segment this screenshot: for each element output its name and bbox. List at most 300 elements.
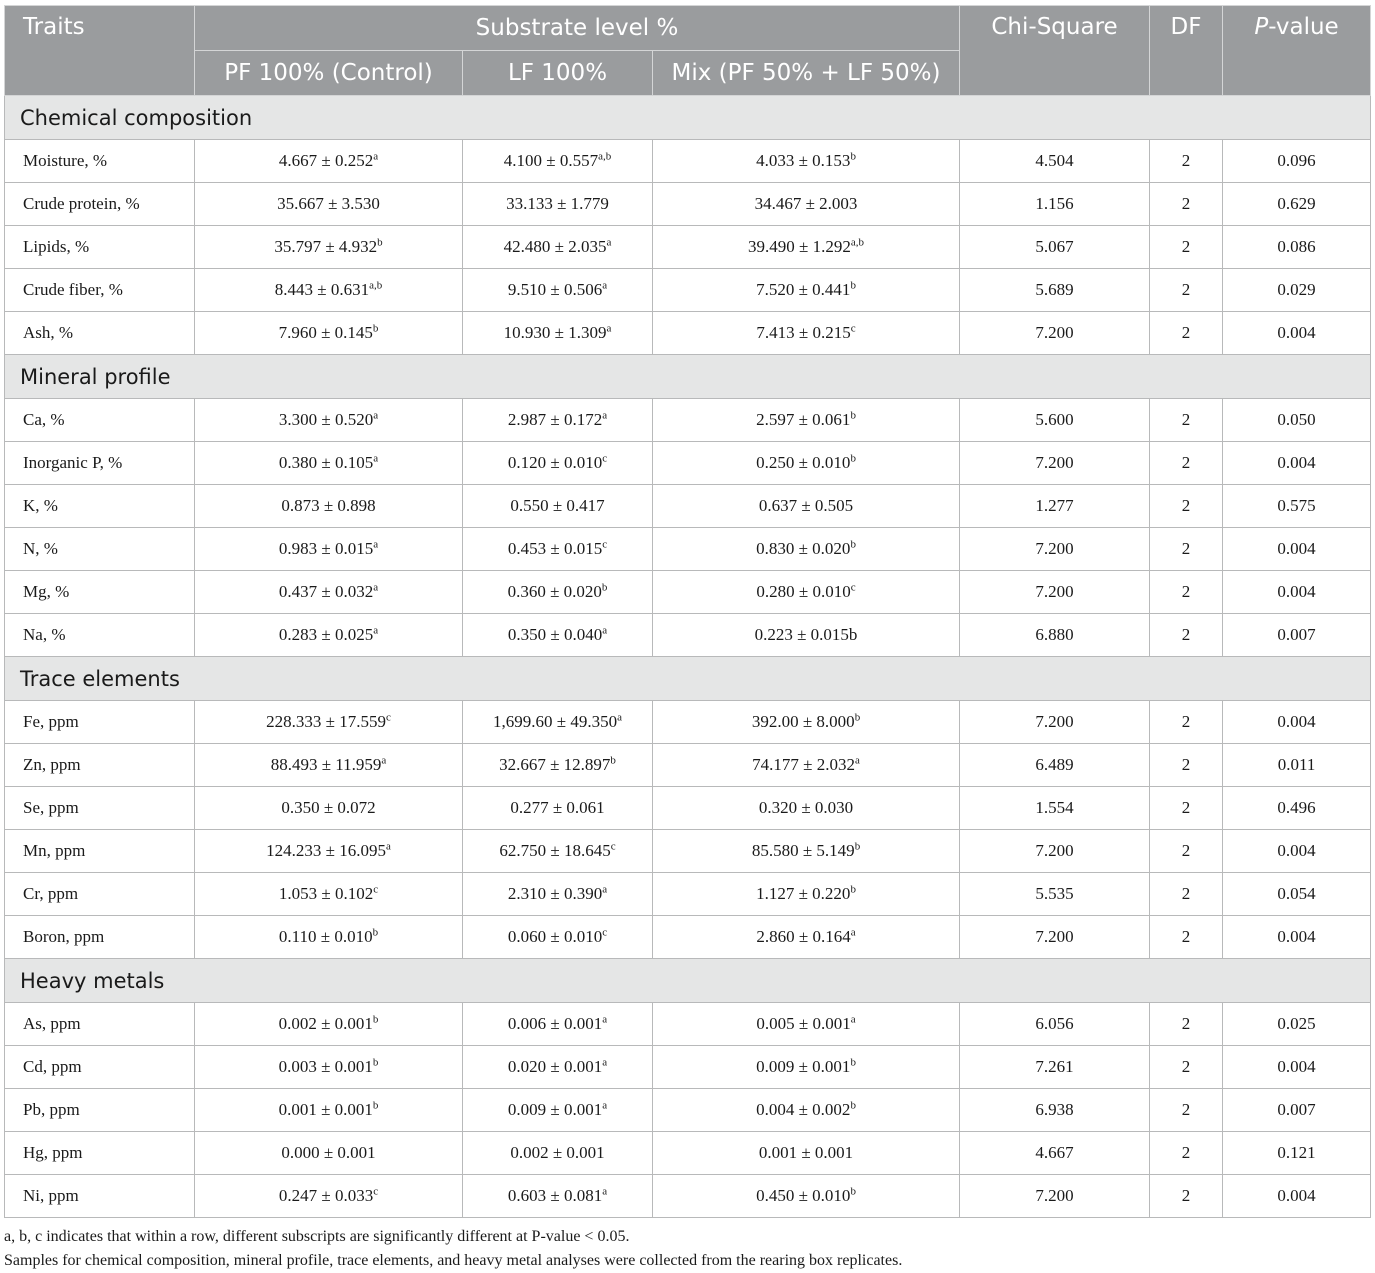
significance-superscript: c: [850, 581, 856, 594]
chi-square-cell: [960, 485, 1150, 528]
significance-superscript: b: [372, 322, 379, 335]
df-cell: [1150, 1175, 1223, 1218]
mix-value-cell: [653, 1003, 960, 1046]
cell-value: 7.520 ± 0.441: [756, 280, 851, 299]
chi-square-cell: [960, 614, 1150, 657]
cell-value: Na, %: [23, 625, 66, 644]
table-row: [5, 528, 1371, 571]
p-value-cell: [1223, 183, 1371, 226]
footnote-samples: Samples for chemical composition, mineral profile, trace elements, and heavy metal analyses were collected from the rearing box replicates.: [4, 1252, 903, 1269]
pf-value-cell: [195, 1175, 463, 1218]
pf-value-cell: [195, 1046, 463, 1089]
cell-value: 2.597 ± 0.061: [756, 410, 851, 429]
cell-value: 5.689: [1035, 280, 1074, 299]
mix-value-cell: [653, 1089, 960, 1132]
cell-value: 2: [1181, 841, 1191, 860]
df-cell: [1150, 873, 1223, 916]
significance-superscript: b: [372, 1056, 379, 1069]
cell-value: 2: [1181, 453, 1191, 472]
df-cell: [1150, 1003, 1223, 1046]
header-traits: Traits: [5, 6, 195, 96]
cell-value: 0.110 ± 0.010: [278, 927, 373, 946]
chi-square-cell: [960, 269, 1150, 312]
cell-value: 4.667: [1035, 1143, 1074, 1162]
mix-value-cell: [653, 269, 960, 312]
cell-value: Ni, ppm: [23, 1186, 79, 1205]
p-value-cell: [1223, 1132, 1371, 1175]
df-cell: [1150, 1089, 1223, 1132]
significance-superscript: b: [854, 840, 861, 853]
significance-superscript: a: [373, 452, 379, 465]
trait-cell: [5, 399, 195, 442]
pf-value-cell: [195, 183, 463, 226]
trait-cell: [5, 140, 195, 183]
significance-superscript: b: [372, 1099, 379, 1112]
cell-value: Ash, %: [23, 323, 74, 342]
cell-value: 7.200: [1035, 539, 1074, 558]
cell-value: 2: [1181, 539, 1191, 558]
cell-value: Crude protein, %: [23, 194, 140, 213]
table-row: [5, 571, 1371, 614]
header-p-rest: -value: [1268, 14, 1339, 40]
table-row: [5, 1046, 1371, 1089]
cell-value: Lipids, %: [23, 237, 90, 256]
p-value-cell: [1223, 140, 1371, 183]
table-row: [5, 744, 1371, 787]
mix-value-cell: [653, 916, 960, 959]
cell-value: 0.005 ± 0.001: [756, 1014, 851, 1033]
trait-cell: [5, 183, 195, 226]
cell-value: 2: [1181, 280, 1191, 299]
section-title: Trace elements: [5, 657, 1371, 701]
section-row: [5, 355, 1371, 399]
cell-value: Se, ppm: [23, 798, 79, 817]
cell-value: 5.600: [1035, 410, 1074, 429]
df-cell: [1150, 312, 1223, 355]
cell-value: 0.350 ± 0.040: [507, 625, 603, 644]
cell-value: 0.004: [1277, 1186, 1316, 1205]
significance-superscript: c: [610, 840, 616, 853]
df-cell: [1150, 226, 1223, 269]
cell-value: Zn, ppm: [23, 755, 81, 774]
lf-value-cell: [463, 1132, 653, 1175]
trait-cell: [5, 442, 195, 485]
cell-value: 4.100 ± 0.557: [503, 151, 599, 170]
p-value-cell: [1223, 614, 1371, 657]
cell-value: 7.200: [1035, 841, 1074, 860]
trait-cell: [5, 312, 195, 355]
cell-value: 8.443 ± 0.631: [274, 280, 370, 299]
significance-superscript: a: [602, 1099, 608, 1112]
significance-superscript: a: [373, 150, 379, 163]
cell-value: 0.223 ± 0.015b: [754, 625, 858, 644]
significance-superscript: b: [850, 409, 856, 422]
cell-value: 0.575: [1277, 496, 1316, 515]
cell-value: 228.333 ± 17.559: [266, 712, 386, 731]
cell-value: 2: [1181, 1014, 1191, 1033]
table-row: [5, 226, 1371, 269]
cell-value: 0.496: [1277, 798, 1316, 817]
cell-value: 0.603 ± 0.081: [507, 1186, 603, 1205]
cell-value: 0.060 ± 0.010: [507, 927, 603, 946]
df-cell: [1150, 1046, 1223, 1089]
mix-value-cell: [653, 442, 960, 485]
cell-value: 5.067: [1035, 237, 1074, 256]
df-cell: [1150, 528, 1223, 571]
section-row: [5, 657, 1371, 701]
p-value-cell: [1223, 1003, 1371, 1046]
significance-superscript: b: [850, 1056, 856, 1069]
lf-value-cell: [463, 1003, 653, 1046]
df-cell: [1150, 614, 1223, 657]
cell-value: 34.467 ± 2.003: [754, 194, 858, 213]
significance-superscript: b: [850, 279, 856, 292]
mix-value-cell: [653, 830, 960, 873]
cell-value: Crude fiber, %: [23, 280, 123, 299]
cell-value: 0.003 ± 0.001: [278, 1057, 373, 1076]
significance-superscript: a: [854, 754, 860, 767]
significance-superscript: a: [373, 581, 379, 594]
mix-value-cell: [653, 614, 960, 657]
chi-square-cell: [960, 140, 1150, 183]
pf-value-cell: [195, 1132, 463, 1175]
lf-value-cell: [463, 269, 653, 312]
mix-value-cell: [653, 399, 960, 442]
chi-square-cell: [960, 916, 1150, 959]
table-row: [5, 183, 1371, 226]
cell-value: 7.413 ± 0.215: [756, 323, 851, 342]
cell-value: 0.629: [1277, 194, 1316, 213]
significance-superscript: a,b: [369, 279, 383, 292]
lf-value-cell: [463, 614, 653, 657]
significance-superscript: a: [617, 711, 622, 724]
cell-value: Hg, ppm: [23, 1143, 83, 1162]
table-row: [5, 442, 1371, 485]
cell-value: 6.938: [1035, 1100, 1074, 1119]
chi-square-cell: [960, 528, 1150, 571]
cell-value: 1.053 ± 0.102: [278, 884, 374, 903]
lf-value-cell: [463, 312, 653, 355]
mix-value-cell: [653, 571, 960, 614]
mix-value-cell: [653, 701, 960, 744]
lf-value-cell: [463, 787, 653, 830]
df-cell: [1150, 1132, 1223, 1175]
cell-value: 3.300 ± 0.520: [278, 410, 374, 429]
significance-superscript: c: [373, 1185, 379, 1198]
cell-value: 2: [1181, 237, 1191, 256]
cell-value: 0.006 ± 0.001: [507, 1014, 603, 1033]
significance-superscript: a: [373, 624, 379, 637]
pf-value-cell: [195, 916, 463, 959]
cell-value: 124.233 ± 16.095: [266, 841, 386, 860]
df-cell: [1150, 399, 1223, 442]
cell-value: 0.020 ± 0.001: [507, 1057, 603, 1076]
p-value-cell: [1223, 916, 1371, 959]
cell-value: 7.200: [1035, 1186, 1074, 1205]
significance-superscript: a: [602, 1013, 608, 1026]
significance-superscript: a: [385, 840, 391, 853]
cell-value: 7.200: [1035, 323, 1074, 342]
cell-value: 0.120 ± 0.010: [507, 453, 603, 472]
section-row: [5, 959, 1371, 1003]
df-cell: [1150, 916, 1223, 959]
cell-value: 1.156: [1035, 194, 1074, 213]
p-value-cell: [1223, 1175, 1371, 1218]
cell-value: Pb, ppm: [23, 1100, 80, 1119]
section-title: Heavy metals: [5, 959, 1371, 1003]
cell-value: 0.983 ± 0.015: [278, 539, 374, 558]
p-value-cell: [1223, 442, 1371, 485]
cell-value: 0.320 ± 0.030: [758, 798, 854, 817]
cell-value: 4.667 ± 0.252: [278, 151, 374, 170]
df-cell: [1150, 140, 1223, 183]
table-row: [5, 1132, 1371, 1175]
cell-value: 0.050: [1277, 410, 1316, 429]
cell-value: 1.127 ± 0.220: [756, 884, 851, 903]
cell-value: 0.009 ± 0.001: [756, 1057, 851, 1076]
cell-value: 0.004: [1277, 582, 1316, 601]
p-value-cell: [1223, 312, 1371, 355]
trait-cell: [5, 226, 195, 269]
significance-superscript: a: [602, 624, 608, 637]
cell-value: 5.535: [1035, 884, 1074, 903]
cell-value: 0.247 ± 0.033: [278, 1186, 374, 1205]
mix-value-cell: [653, 873, 960, 916]
trait-cell: [5, 1003, 195, 1046]
cell-value: 2: [1181, 1100, 1191, 1119]
cell-value: 2: [1181, 798, 1191, 817]
mix-value-cell: [653, 485, 960, 528]
significance-superscript: a: [850, 1013, 856, 1026]
significance-superscript: b: [377, 236, 383, 249]
chi-square-cell: [960, 399, 1150, 442]
cell-value: 2: [1181, 1057, 1191, 1076]
cell-value: 0.001 ± 0.001: [758, 1143, 854, 1162]
mix-value-cell: [653, 140, 960, 183]
significance-superscript: a: [381, 754, 387, 767]
mix-value-cell: [653, 226, 960, 269]
df-cell: [1150, 787, 1223, 830]
cell-value: 2: [1181, 496, 1191, 515]
significance-superscript: a,b: [598, 150, 612, 163]
cell-value: Moisture, %: [23, 151, 108, 170]
pf-value-cell: [195, 485, 463, 528]
mix-value-cell: [653, 1046, 960, 1089]
cell-value: 0.004: [1277, 539, 1316, 558]
cell-value: 33.133 ± 1.779: [506, 194, 609, 213]
cell-value: 62.750 ± 18.645: [499, 841, 611, 860]
table-row: [5, 701, 1371, 744]
cell-value: 7.200: [1035, 582, 1074, 601]
table-row: [5, 873, 1371, 916]
cell-value: 2: [1181, 151, 1191, 170]
lf-value-cell: [463, 1175, 653, 1218]
significance-superscript: b: [372, 926, 379, 939]
significance-superscript: c: [602, 452, 608, 465]
lf-value-cell: [463, 1089, 653, 1132]
cell-value: 0.873 ± 0.898: [281, 496, 376, 515]
lf-value-cell: [463, 744, 653, 787]
cell-value: 0.437 ± 0.032: [278, 582, 374, 601]
df-cell: [1150, 485, 1223, 528]
section-row: [5, 96, 1371, 140]
mix-value-cell: [653, 1132, 960, 1175]
mix-value-cell: [653, 183, 960, 226]
cell-value: 0.360 ± 0.020: [507, 582, 602, 601]
cell-value: 0.004: [1277, 841, 1316, 860]
cell-value: 0.002 ± 0.001: [278, 1014, 373, 1033]
df-cell: [1150, 744, 1223, 787]
cell-value: Cd, ppm: [23, 1057, 82, 1076]
cell-value: Fe, ppm: [23, 712, 79, 731]
table-footnotes: [4, 1225, 1370, 1273]
cell-value: 0.283 ± 0.025: [278, 625, 374, 644]
trait-cell: [5, 1089, 195, 1132]
chi-square-cell: [960, 226, 1150, 269]
cell-value: 32.667 ± 12.897: [499, 755, 611, 774]
p-value-cell: [1223, 269, 1371, 312]
chi-square-cell: [960, 744, 1150, 787]
section-title: Mineral profile: [5, 355, 1371, 399]
header-mix: Mix (PF 50% + LF 50%): [653, 51, 960, 96]
cell-value: 7.200: [1035, 453, 1074, 472]
cell-value: Boron, ppm: [23, 927, 105, 946]
cell-value: 392.00 ± 8.000: [751, 712, 855, 731]
footnote-significance: a, b, c indicates that within a row, different subscripts are significantly different at P-value < 0.05.: [4, 1228, 630, 1245]
cell-value: 2: [1181, 582, 1191, 601]
significance-superscript: a: [606, 236, 612, 249]
cell-value: 0.637 ± 0.505: [758, 496, 854, 515]
cell-value: 2.987 ± 0.172: [507, 410, 603, 429]
cell-value: K, %: [23, 496, 58, 515]
lf-value-cell: [463, 183, 653, 226]
table-container: [4, 5, 1370, 1273]
cell-value: 0.004: [1277, 323, 1316, 342]
pf-value-cell: [195, 312, 463, 355]
cell-value: 35.667 ± 3.530: [277, 194, 380, 213]
lf-value-cell: [463, 399, 653, 442]
lf-value-cell: [463, 571, 653, 614]
cell-value: 2: [1181, 712, 1191, 731]
cell-value: 2: [1181, 625, 1191, 644]
cell-value: 10.930 ± 1.309: [503, 323, 607, 342]
table-row: [5, 787, 1371, 830]
cell-value: 2: [1181, 194, 1191, 213]
lf-value-cell: [463, 1046, 653, 1089]
cell-value: 0.096: [1277, 151, 1316, 170]
cell-value: 2: [1181, 1186, 1191, 1205]
trait-cell: [5, 1046, 195, 1089]
trait-cell: [5, 571, 195, 614]
chi-square-cell: [960, 873, 1150, 916]
cell-value: 2: [1181, 323, 1191, 342]
cell-value: 0.550 ± 0.417: [510, 496, 605, 515]
lf-value-cell: [463, 701, 653, 744]
significance-superscript: c: [385, 711, 391, 724]
cell-value: 74.177 ± 2.032: [752, 755, 855, 774]
cell-value: 0.004 ± 0.002: [756, 1100, 851, 1119]
table-row: [5, 614, 1371, 657]
lf-value-cell: [463, 528, 653, 571]
lf-value-cell: [463, 140, 653, 183]
cell-value: 0.004: [1277, 453, 1316, 472]
p-value-cell: [1223, 1089, 1371, 1132]
trait-cell: [5, 528, 195, 571]
cell-value: 42.480 ± 2.035: [503, 237, 607, 256]
cell-value: 2: [1181, 927, 1191, 946]
cell-value: 39.490 ± 1.292: [748, 237, 851, 256]
cell-value: 7.261: [1035, 1057, 1074, 1076]
significance-superscript: a: [606, 322, 612, 335]
cell-value: 1.277: [1035, 496, 1074, 515]
significance-superscript: c: [602, 538, 608, 551]
lf-value-cell: [463, 916, 653, 959]
chi-square-cell: [960, 701, 1150, 744]
p-value-cell: [1223, 830, 1371, 873]
significance-superscript: b: [601, 581, 608, 594]
table-row: [5, 1089, 1371, 1132]
df-cell: [1150, 701, 1223, 744]
cell-value: 88.493 ± 11.959: [270, 755, 382, 774]
df-cell: [1150, 442, 1223, 485]
p-value-cell: [1223, 528, 1371, 571]
cell-value: 0.380 ± 0.105: [278, 453, 374, 472]
significance-superscript: a: [602, 409, 608, 422]
trait-cell: [5, 873, 195, 916]
pf-value-cell: [195, 140, 463, 183]
table-header: [5, 6, 1371, 96]
cell-value: 2: [1181, 410, 1191, 429]
significance-superscript: a: [850, 926, 856, 939]
cell-value: 0.250 ± 0.010: [756, 453, 851, 472]
significance-superscript: a: [602, 1056, 608, 1069]
header-pf-control: PF 100% (Control): [195, 51, 463, 96]
p-value-cell: [1223, 571, 1371, 614]
table-body: [5, 96, 1371, 1218]
cell-value: Mg, %: [23, 582, 70, 601]
section-title: Chemical composition: [5, 96, 1371, 140]
header-df: DF: [1150, 6, 1223, 96]
pf-value-cell: [195, 830, 463, 873]
header-p-value: [1223, 6, 1371, 96]
cell-value: 2.310 ± 0.390: [507, 884, 603, 903]
trait-cell: [5, 485, 195, 528]
cell-value: 0.350 ± 0.072: [281, 798, 376, 817]
cell-value: 2: [1181, 1143, 1191, 1162]
table-row: [5, 312, 1371, 355]
mix-value-cell: [653, 528, 960, 571]
significance-superscript: b: [850, 452, 856, 465]
cell-value: 0.029: [1277, 280, 1316, 299]
trait-cell: [5, 614, 195, 657]
p-value-cell: [1223, 701, 1371, 744]
pf-value-cell: [195, 571, 463, 614]
cell-value: As, ppm: [23, 1014, 81, 1033]
significance-superscript: a: [373, 538, 379, 551]
cell-value: 85.580 ± 5.149: [751, 841, 855, 860]
mix-value-cell: [653, 744, 960, 787]
trait-cell: [5, 830, 195, 873]
lf-value-cell: [463, 830, 653, 873]
pf-value-cell: [195, 226, 463, 269]
header-lf: LF 100%: [463, 51, 653, 96]
lf-value-cell: [463, 442, 653, 485]
chi-square-cell: [960, 312, 1150, 355]
cell-value: 0.004: [1277, 927, 1316, 946]
significance-superscript: b: [850, 1185, 856, 1198]
table-row: [5, 269, 1371, 312]
p-value-cell: [1223, 873, 1371, 916]
